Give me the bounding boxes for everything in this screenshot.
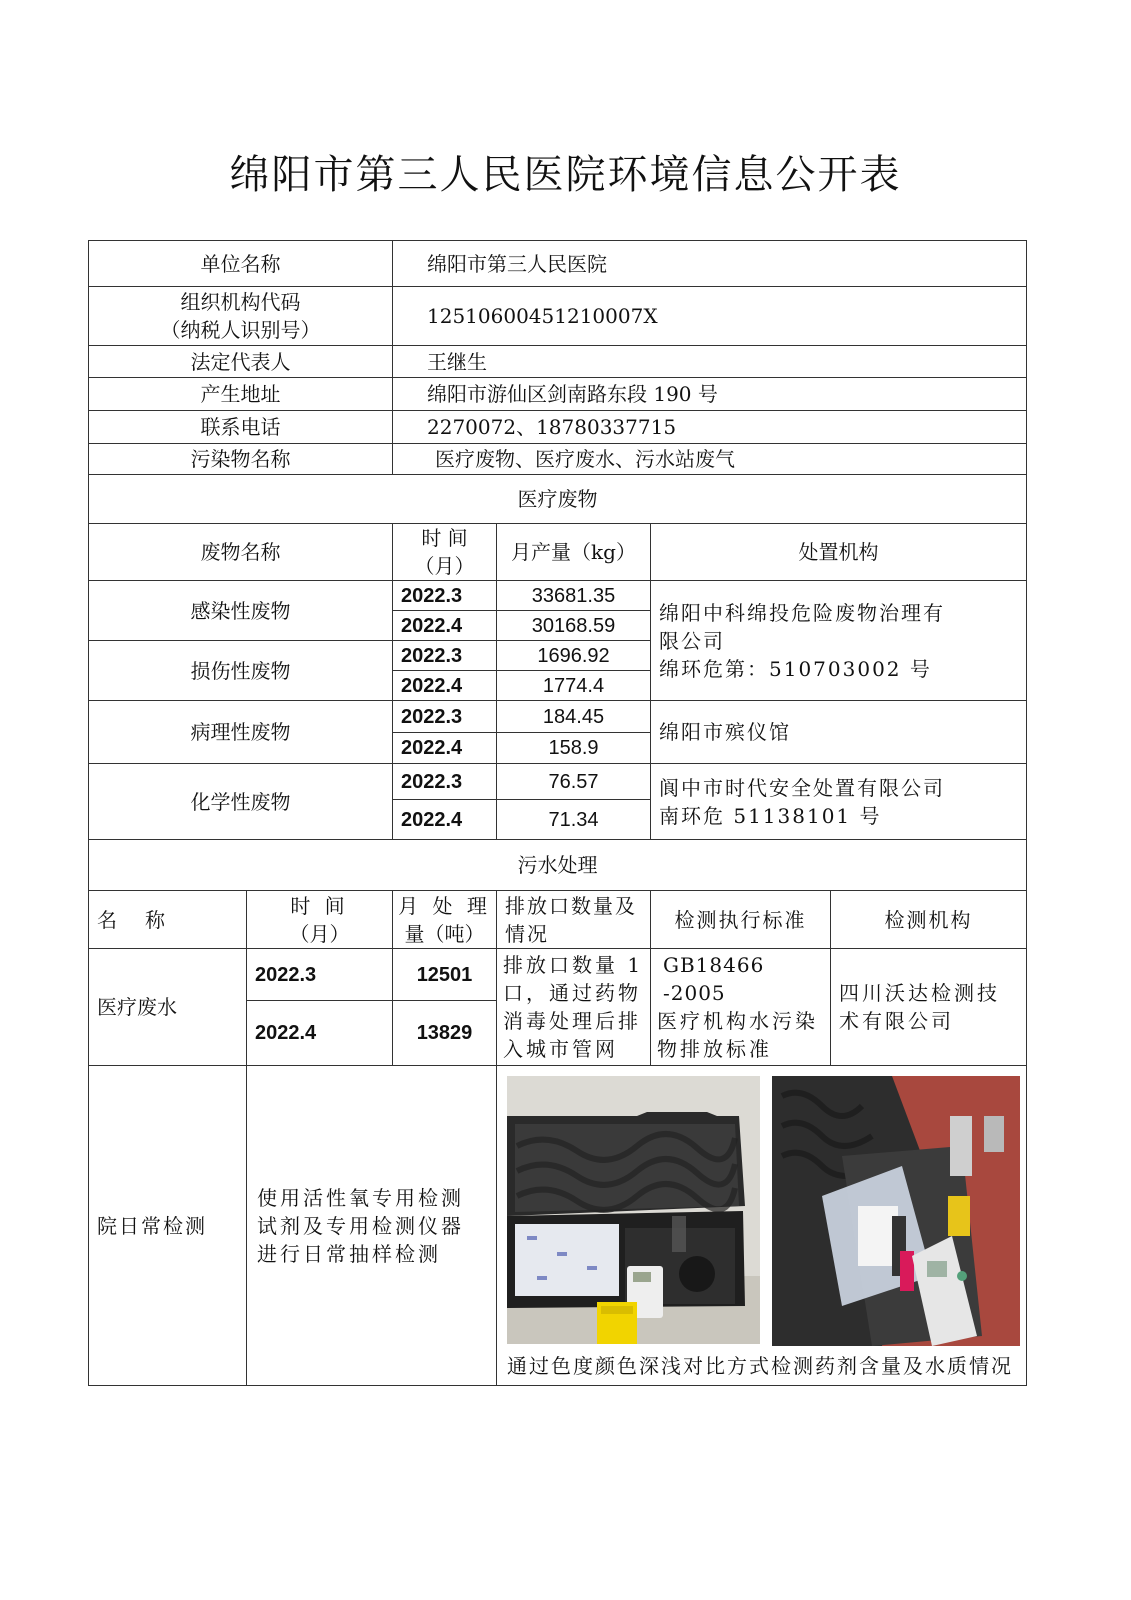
header-ww-agency: 检测机构 <box>831 891 1027 949</box>
ww-agency-line1: 四川沃达检测技 <box>839 981 1000 1005</box>
medical-waste-section-header <box>89 475 1027 524</box>
address-value: 绵阳市游仙区剑南路东段 190 号 <box>393 378 1027 411</box>
unit-name-label: 单位名称 <box>89 241 393 287</box>
ww-volume-cell: 12501 <box>393 949 497 1001</box>
phone-label: 联系电话 <box>89 411 393 444</box>
header-ww-outlet-line1: 排放口数量及 <box>505 893 637 918</box>
disposal-org-3 <box>651 764 1027 840</box>
ww-standard <box>651 949 831 1066</box>
output-cell: 76.57 <box>497 764 651 800</box>
output-cell: 158.9 <box>497 733 651 764</box>
month-cell: 2022.4 <box>393 671 497 701</box>
header-ww-volume-line2: 量（吨） <box>404 921 485 946</box>
header-time: 时 间（月） <box>393 524 497 581</box>
output-cell: 1774.4 <box>497 671 651 701</box>
medical-waste-column-headers <box>89 524 1027 581</box>
header-monthly-output: 月产量（kg） <box>497 524 651 581</box>
ww-volume-cell: 13829 <box>393 1001 497 1066</box>
header-ww-outlet <box>497 891 651 949</box>
row-unit-name <box>89 241 1027 287</box>
ww-standard-line2: 医疗机构水污染 <box>657 1009 818 1033</box>
header-ww-time-line2: （月） <box>289 921 350 946</box>
daily-check-method <box>247 1066 497 1386</box>
waste-name: 化学性废物 <box>89 764 393 840</box>
address-label: 产生地址 <box>89 378 393 411</box>
environment-info-table <box>88 240 1027 1386</box>
unit-name-value: 绵阳市第三人民医院 <box>393 241 1027 287</box>
output-cell: 30168.59 <box>497 611 651 641</box>
ww-agency-line2: 术有限公司 <box>839 1009 954 1033</box>
header-ww-name: 名 称 <box>89 891 247 949</box>
table-row <box>89 764 1027 800</box>
waste-name: 感染性废物 <box>89 581 393 641</box>
ww-month-cell: 2022.3 <box>247 949 393 1001</box>
month-cell: 2022.4 <box>393 800 497 840</box>
month-cell: 2022.3 <box>393 701 497 733</box>
legal-rep-value: 王继生 <box>393 346 1027 378</box>
row-org-code <box>89 287 1027 346</box>
ww-name: 医疗废水 <box>89 949 247 1066</box>
row-phone <box>89 411 1027 444</box>
month-cell: 2022.4 <box>393 611 497 641</box>
wastewater-section-header <box>89 840 1027 891</box>
pollutant-value: 医疗废物、医疗废水、污水站废气 <box>393 444 1027 475</box>
month-cell: 2022.4 <box>393 733 497 764</box>
daily-check-caption: 通过色度颜色深浅对比方式检测药剂含量及水质情况 <box>507 1354 1013 1378</box>
daily-check-method-line1: 使用活性氧专用检测 <box>257 1185 464 1210</box>
medical-waste-title: 医疗废物 <box>89 475 1027 524</box>
ww-outlet-line3: 消毒处理后排 <box>503 1009 641 1033</box>
ww-month-cell: 2022.4 <box>247 1001 393 1066</box>
disposal-org-1 <box>651 581 1027 701</box>
testing-kit-image <box>507 1076 760 1344</box>
testing-meter-image <box>772 1076 1020 1346</box>
testing-meter-photo <box>772 1076 1020 1346</box>
ww-standard-line3: 物排放标准 <box>657 1037 772 1061</box>
disposal-org-1-line1: 绵阳中科绵投危险废物治理有 <box>659 600 945 625</box>
header-disposal-org: 处置机构 <box>651 524 1027 581</box>
header-ww-time <box>247 891 393 949</box>
testing-kit-photo <box>507 1076 760 1344</box>
disposal-org-3-license: 南环危 51138101 号 <box>659 803 882 828</box>
document-title: 绵阳市第三人民医院环境信息公开表 <box>229 152 902 198</box>
pollutant-label: 污染物名称 <box>89 444 393 475</box>
ww-standard-code: GB18466 -2005 <box>663 953 765 1005</box>
header-ww-volume <box>393 891 497 949</box>
row-pollutants <box>89 444 1027 475</box>
photo-gallery <box>503 1066 1020 1346</box>
header-waste-name: 废物名称 <box>89 524 393 581</box>
waste-name: 损伤性废物 <box>89 641 393 701</box>
disposal-org-1-line2: 限公司 <box>659 628 725 653</box>
ww-outlet-info <box>497 949 651 1066</box>
header-ww-standard: 检测执行标准 <box>651 891 831 949</box>
row-address <box>89 378 1027 411</box>
header-ww-volume-line1: 月 处 理 <box>398 893 491 918</box>
ww-outlet-line4: 入城市管网 <box>503 1037 618 1061</box>
output-cell: 184.45 <box>497 701 651 733</box>
disposal-org-1-license: 绵环危第：510703002 号 <box>659 656 932 681</box>
table-row <box>89 949 1027 1001</box>
month-cell: 2022.3 <box>393 641 497 671</box>
ww-agency <box>831 949 1027 1066</box>
daily-check-row <box>89 1066 1027 1386</box>
ww-outlet-line2: 口，通过药物 <box>503 981 641 1005</box>
month-cell: 2022.3 <box>393 764 497 800</box>
org-code-label-line1: 组织机构代码 <box>180 290 301 314</box>
org-code-value: 12510600451210007X <box>393 287 1027 346</box>
legal-rep-label: 法定代表人 <box>89 346 393 378</box>
row-legal-rep <box>89 346 1027 378</box>
output-cell: 71.34 <box>497 800 651 840</box>
table-row <box>89 701 1027 733</box>
daily-check-evidence <box>497 1066 1027 1386</box>
org-code-label-line2: （纳税人识别号） <box>160 318 321 342</box>
table-row <box>89 581 1027 611</box>
daily-check-method-line2: 试剂及专用检测仪器 <box>257 1213 464 1238</box>
disposal-org-3-line1: 阆中市时代安全处置有限公司 <box>659 775 945 800</box>
output-cell: 1696.92 <box>497 641 651 671</box>
ww-outlet-line1: 排放口数量 1 <box>503 953 644 977</box>
output-cell: 33681.35 <box>497 581 651 611</box>
phone-value: 2270072、18780337715 <box>393 411 1027 444</box>
daily-check-method-line3: 进行日常抽样检测 <box>257 1241 441 1266</box>
daily-check-label: 院日常检测 <box>89 1066 247 1386</box>
header-ww-outlet-line2: 情况 <box>505 921 549 946</box>
disposal-org-2: 绵阳市殡仪馆 <box>651 701 1027 764</box>
waste-name: 病理性废物 <box>89 701 393 764</box>
month-cell: 2022.3 <box>393 581 497 611</box>
wastewater-title: 污水处理 <box>89 840 1027 891</box>
org-code-label <box>89 287 393 346</box>
wastewater-column-headers <box>89 891 1027 949</box>
header-ww-time-line1: 时 间 <box>290 893 349 918</box>
